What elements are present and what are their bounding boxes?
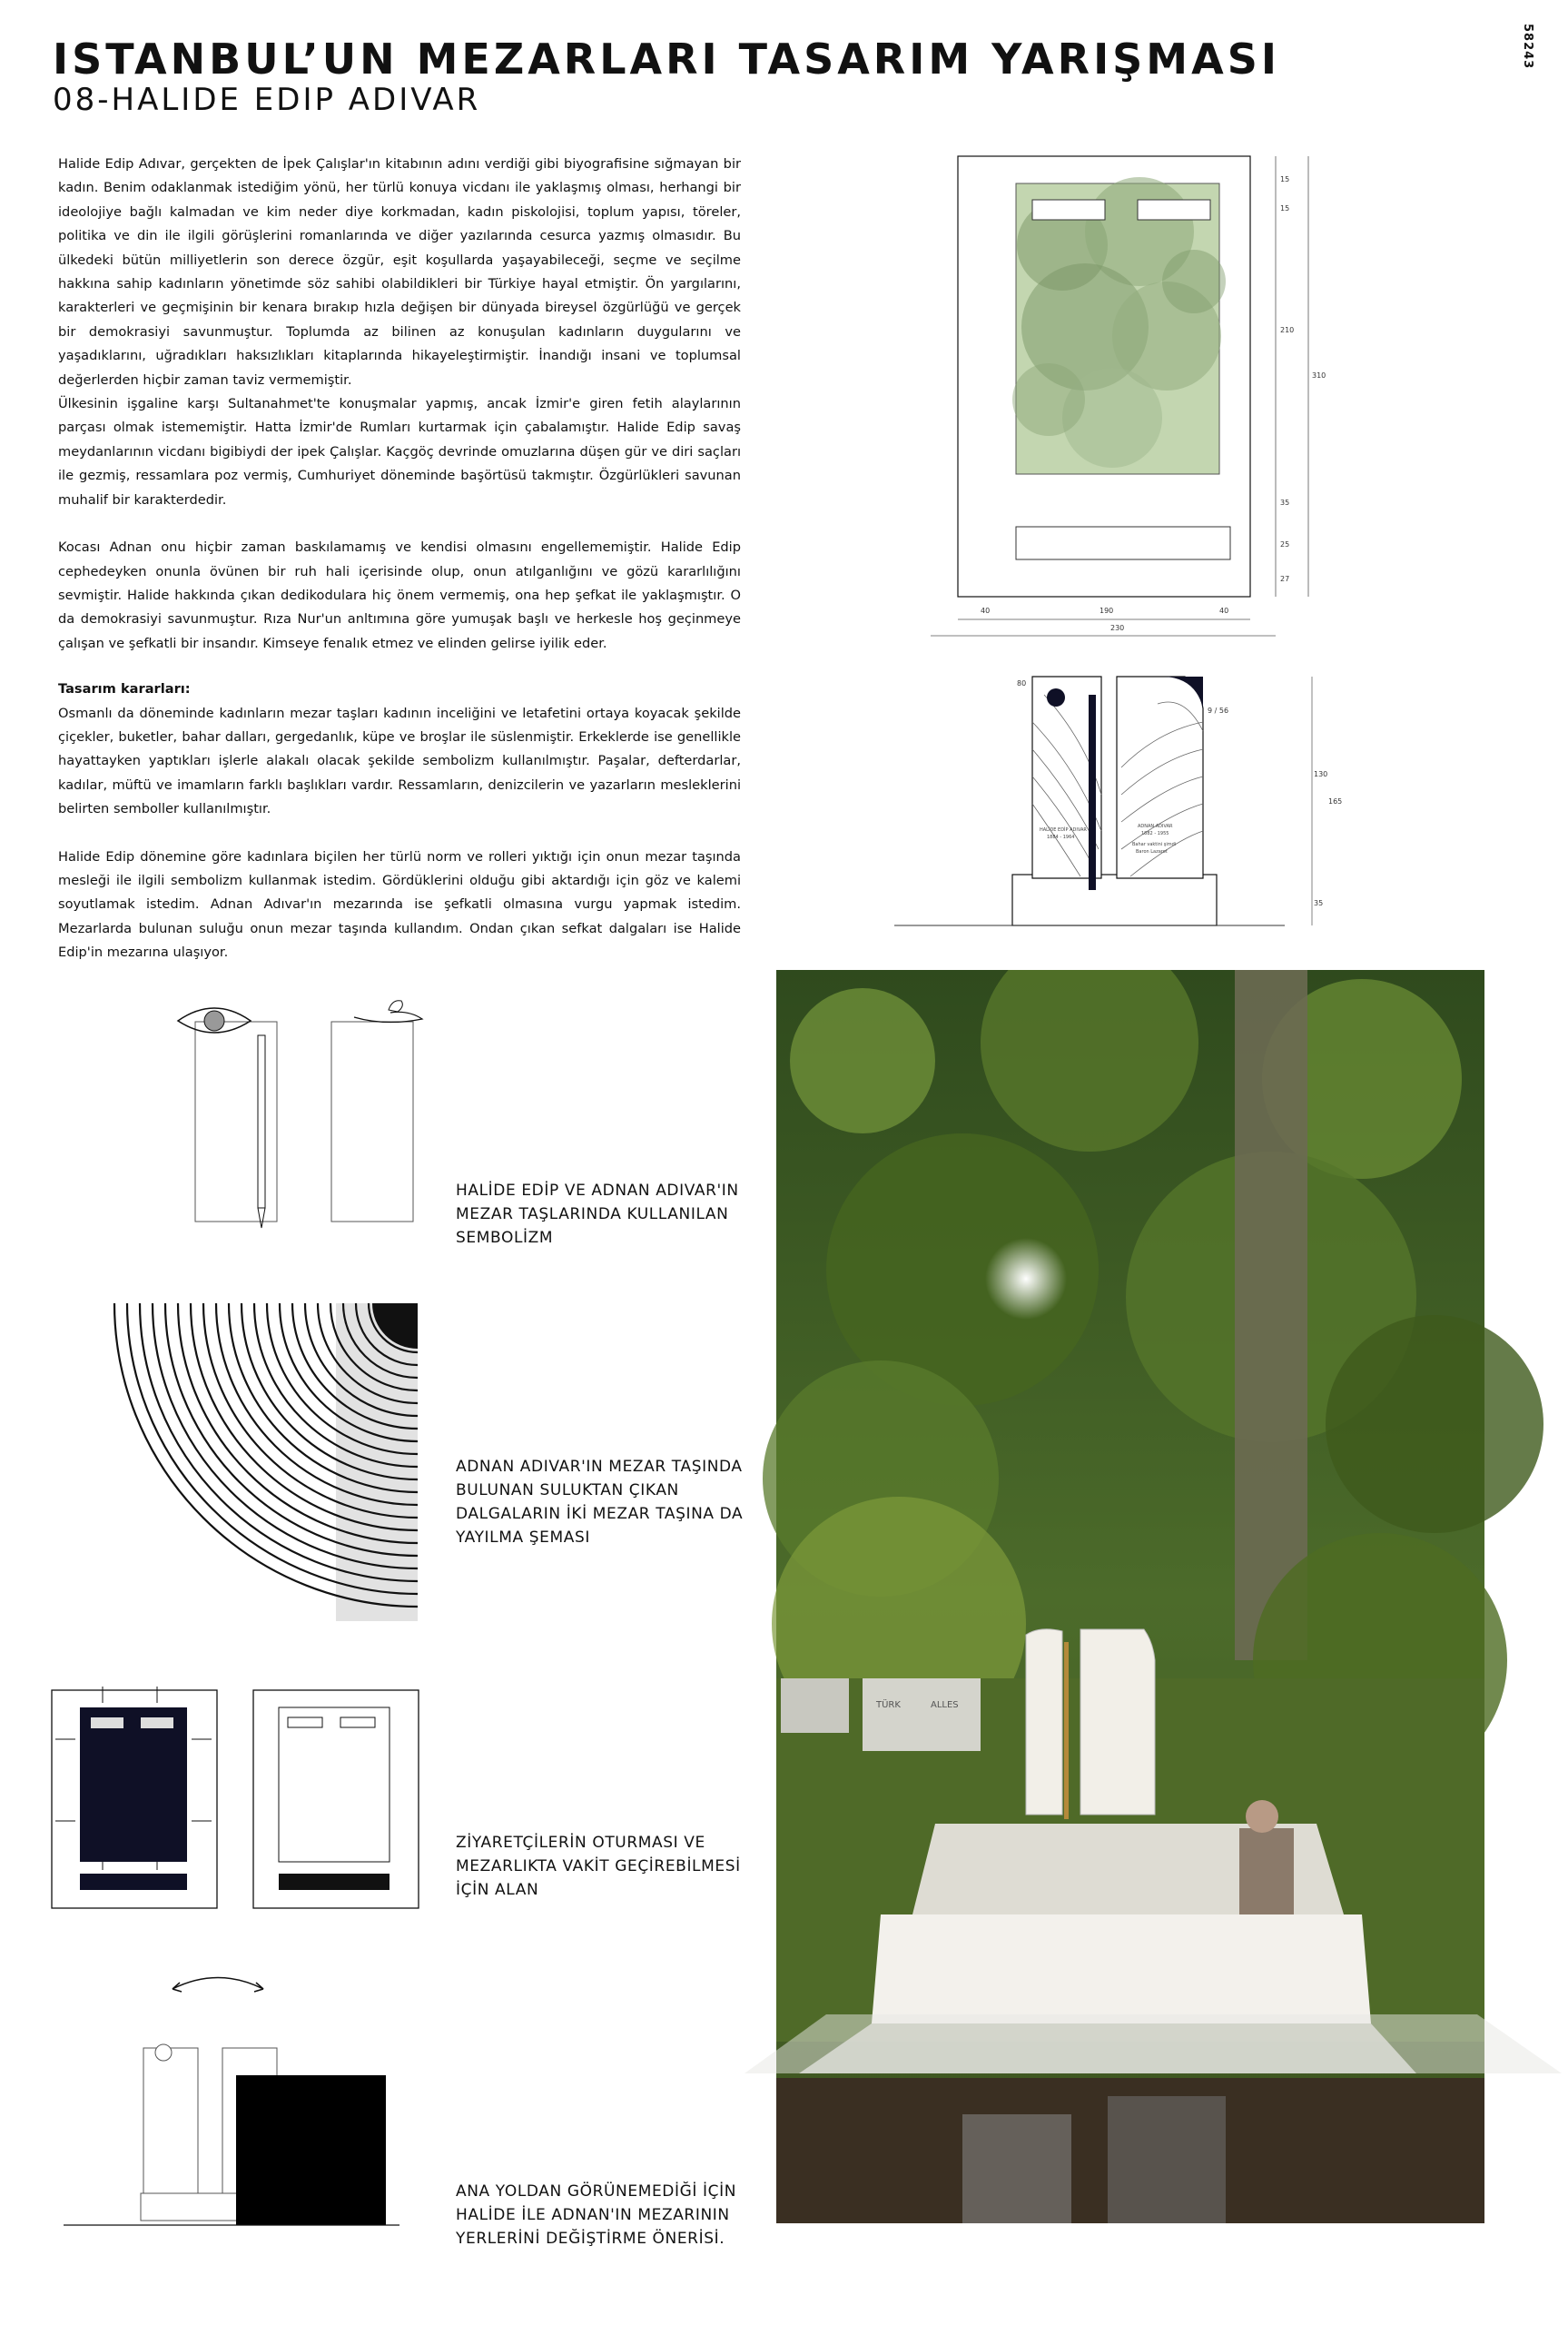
plant-canopy: [1012, 177, 1226, 474]
dim-label: 230: [1110, 624, 1125, 632]
dim-label: 40: [981, 607, 991, 615]
engraving-text: HALİDE EDİP ADIVAR: [1040, 827, 1087, 833]
engraving-text: Baron Lazarot: [1136, 849, 1168, 855]
dim-label: 210: [1280, 326, 1295, 334]
dim-label: 15: [1280, 204, 1290, 213]
grave-elevation-drawing: [894, 668, 1366, 940]
wave-diagram: [54, 1303, 418, 1621]
essay-text: [58, 153, 741, 965]
dim-label: 310: [1312, 371, 1326, 380]
pencil-icon: [258, 1035, 265, 1208]
paragraph: Ülkesinin işgaline karşı Sultanahmet'te konuşmalar yapmış, ancak İzmir'e giren fetih alaylarının parçası olmak istememiştir. Hatta İzmir'de Rumları kurtarmak için çabalamıştır. Halide Edip savaş meydanlarının vicdanı bigibiydi der ipek Çalışlar. Kaçgöç devrinde omuzlarına düşen gür ve diri saçları ile gezmiş, ressamlara poz vermiş, Cumhuriyet döneminde başörtüsü takmıştır. Özgürlükleri savunan muhalif bir karakterdedir.: [58, 396, 741, 508]
engraving-text: 1884 - 1964: [1047, 835, 1075, 840]
caption-waves: ADNAN ADIVAR'IN MEZAR TAŞINDA BULUNAN SULUKTAN ÇIKAN DALGALARIN İKİ MEZAR TAŞINA DA YAYILMA ŞEMASI: [456, 1458, 744, 1547]
swap-arrow-icon: [173, 1978, 263, 1990]
relocation-diagram: [64, 1975, 399, 2234]
dim-label: 35: [1280, 499, 1290, 507]
paragraph: Osmanlı da döneminde kadınların mezar taşları kadının inceliğini ve letafetini ortaya koyacak şekilde çiçekler, buketler, bahar dalları, gergedanlık, küpe ve broşlar ile süslenmiştir. Erkeklerde ise genellikle hayattayken yaptıkları işlerle alakalı olacak şekilde sembolizm kullanılmıştır. Paşalar, defterdarlar, kadılar, müftü ve imamların farklı başlıkları vardır. Ressamların, denizcilerin ve yazarların mesleklerini belirten semboller kullanılmıştır.: [58, 705, 741, 817]
paragraph: Halide Edip dönemine göre kadınlara biçilen her türlü norm ve rolleri yıktığı için onun mezar taşında mesleği ile ilgili sembolizm kullanmak istedim. Gördüklerini olduğu gibi aktardığı için göz ve kalemi soyutlamak istedim. Adnan Adıvar'ın mezarında ise şefkatli olmasına vurgu yapmak istedim. Mezarlarda bulunan suluğu onun mezar taşında kullandım. Ondan çıkan sefkat dalgaları ise Halide Edip'in mezarına ulaşıyor.: [58, 848, 741, 961]
grave-plan-drawing: [894, 145, 1366, 640]
paragraph: Kocası Adnan onu hiçbir zaman baskılamamış ve kendisi olmasını engellememiştir. Halide Edip cephedeyken onunla övünen bir ruh hali içerisinde olup, onun atılganlığını ve gözü kararlılığını sevmiştir. Halide hakkında çıkan dedikodulara hiç önem vermemiş, ona hep şefkat ile yaklaşmıştır. O da demokrasiyi savunmuştur. Rıza Nur'un anltımına göre yumuşak başlı ve herkesle hoş geçinmeye çalışan ve şefkatli bir insandır. Kimseye fenalık etmez ve elinden gelirse iyilik eder.: [58, 539, 741, 651]
pen-symbol: [1089, 695, 1096, 890]
project-id: 58243: [1521, 24, 1534, 70]
caption-relocation: ANA YOLDAN GÖRÜNEMEDİĞİ İÇİN HALİDE İLE ADNAN'IN MEZARININ YERLERİNİ DEĞİŞTİRME ÖNERİSİ.: [456, 2182, 737, 2248]
hand-icon: [354, 1012, 422, 1022]
dim-label: 15: [1280, 175, 1290, 183]
caption-seating: ZİYARETÇİLERİN OTURMASI VE MEZARLIKTA VAKİT GEÇİREBİLMESİ İÇİN ALAN: [456, 1834, 741, 1899]
stone-label: TÜRK: [876, 1700, 901, 1710]
dim-label: 35: [1314, 899, 1324, 907]
caption-symbolism: HALİDE EDİP VE ADNAN ADIVAR'IN MEZAR TAŞLARINDA KULLANILAN SEMBOLİZM: [456, 1182, 739, 1247]
dim-label: 130: [1314, 770, 1328, 778]
page-subtitle: 08-HALIDE EDIP ADIVAR: [53, 82, 481, 118]
seating-area-diagram: [50, 1685, 422, 1912]
dim-label: 165: [1328, 797, 1343, 806]
paragraph: Halide Edip Adıvar, gerçekten de İpek Çalışlar'ın kitabının adını verdiği gibi biyografisine sığmayan bir kadın. Benim odaklanmak istediğim yönü, her türlü konuya vicdanı ile yaklaşmış olması, herhangi bir ideolojiye bağlı kalmadan ve kim neder diye korkmadan, kadın piskolojisi, toplum yapısı, töreler, politika ve din ile ilgili görüşlerini romanlarında ve diğer yazılarında cesurca yazmış olmasıdır. Bu ülkedeki bütün milliyetlerin son derece özgür, eşit koşullarda yaşayabileceği, seçme ve seçilme hakkına sahip kadınların yönetimde söz sahibi olabildikleri bir Türkiye hayal etmiştir. Ön yargılarını, karakterleri ve geçmişinin bir kenara bırakıp hızla değişen bir dünyada bireysel özgürlüğü ve gerçek bir demokrasiyi savunmuştur. Toplumda az bilinen az konuşulan kadınların duygularını ve yaşadıklarını, uğradıkları haksızlıkları kitaplarında hikayeleştirmiştir. İnandığı insani ve toplumsal değerlerden hiçbir zaman taviz vermemiştir.: [58, 156, 741, 388]
eye-symbol: [1047, 688, 1065, 707]
stone-label: ALLES: [931, 1700, 959, 1710]
dim-label: 25: [1280, 540, 1290, 549]
engraving-text: 1882 - 1955: [1141, 831, 1169, 836]
engraving-text: Bahar vaktini şimdi: [1132, 842, 1177, 847]
dim-label: 9 / 56: [1208, 707, 1229, 715]
bird-icon: [389, 1001, 402, 1012]
dim-label: 80: [1017, 679, 1027, 688]
dim-label: 190: [1100, 607, 1114, 615]
engraving-text: ADNAN ADIVAR: [1138, 824, 1173, 829]
page-title: ISTANBUL’UN MEZARLARI TASARIM YARIŞMASI: [53, 35, 1280, 84]
dim-label: 27: [1280, 575, 1290, 583]
garden-render-image: [726, 970, 1568, 2223]
symbolism-diagram: [173, 990, 454, 1244]
section-heading: Tasarım kararları:: [58, 681, 191, 698]
dim-label: 40: [1219, 607, 1229, 615]
